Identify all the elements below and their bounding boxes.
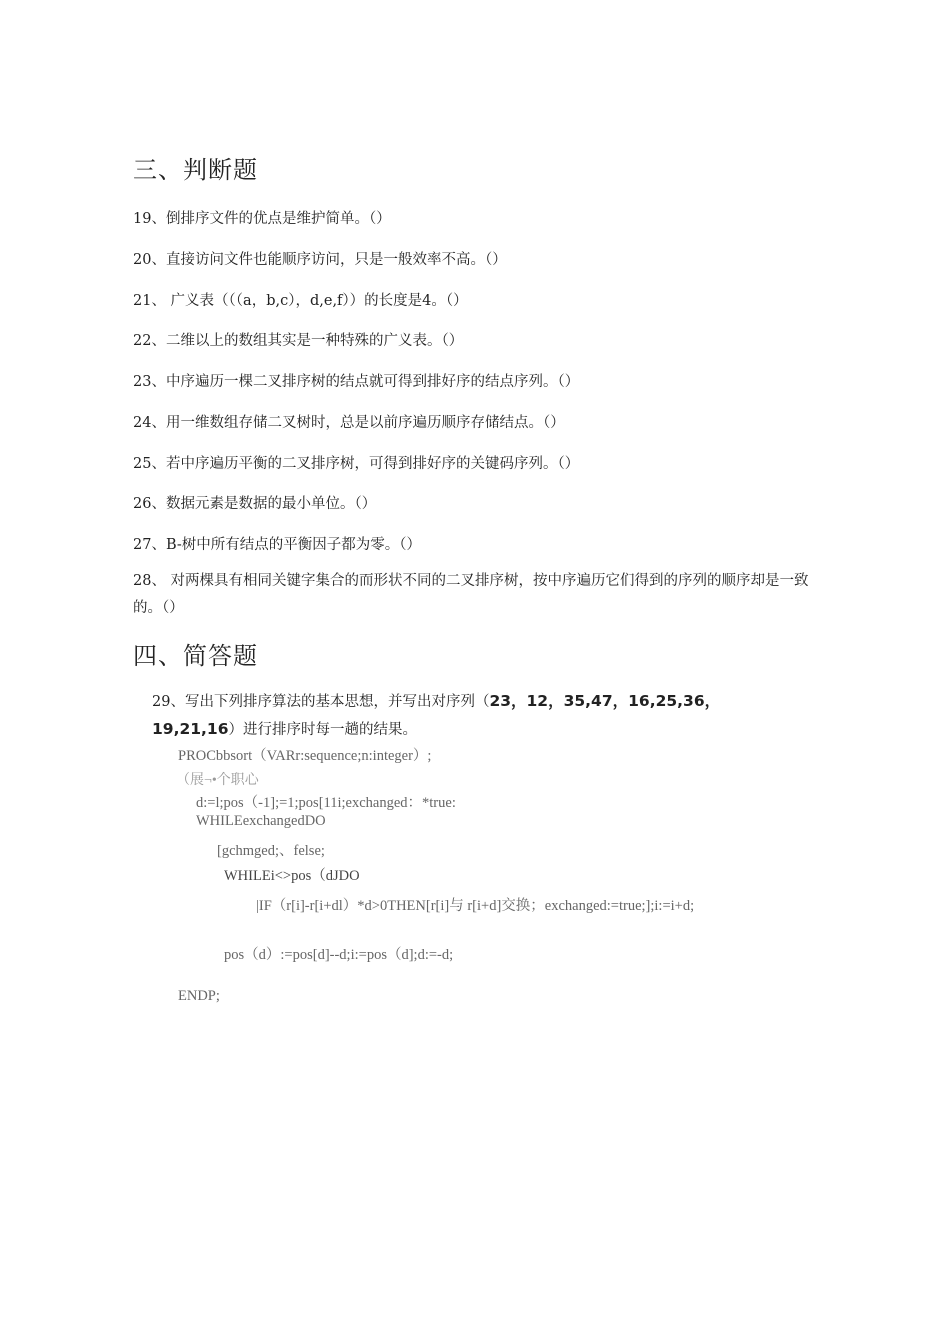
code-line-8: pos（d）:=pos[d]--d;i:=pos（d];d:=-d;	[224, 947, 454, 963]
code-line-7: |IF（r[i]-r[i+dl）*d>0THEN[r[i]与 r[i+d]交换；exchanged:=true;];i:=i+d;	[256, 898, 695, 914]
question-22: 22、二维以上的数组其实是一种特殊的广义表。（）	[133, 333, 464, 349]
question-29	[152, 688, 772, 744]
code-line-3: d:=l;pos（-1];=1;pos[11i;exchanged：*true:	[196, 795, 456, 811]
section-3-heading: 三、判断题	[133, 156, 258, 184]
question-23: 23、中序遍历一棵二叉排序树的结点就可得到排好序的结点序列。（）	[133, 374, 580, 390]
question-27: 27、B-树中所有结点的平衡因子都为零。（）	[133, 537, 422, 553]
code-line-1: PROCbbsort（VARr:sequence;n:integer）;	[178, 748, 432, 764]
code-line-9: ENDP;	[178, 988, 220, 1004]
question-29-suffix: ）进行排序时每一趟的结果。	[228, 722, 417, 738]
question-29-prefix: 29、写出下列排序算法的基本思想，并写出对序列（	[152, 694, 490, 710]
question-25: 25、若中序遍历平衡的二叉排序树，可得到排好序的关键码序列。（）	[133, 456, 580, 472]
question-19: 19、倒排序文件的优点是维护简单。（）	[133, 211, 391, 227]
question-29-sequence: 23，12，35,47，16,25,36，19,21,16	[152, 692, 721, 738]
code-line-5: [gchmged;、felse;	[217, 843, 325, 859]
question-20: 20、直接访问文件也能顺序访问，只是一般效率不高。（）	[133, 252, 507, 268]
code-line-4: WHILEexchangedDO	[196, 813, 326, 829]
question-21: 21、 广义表（（（a，b,c），d,e,f））的长度是4。（）	[133, 293, 468, 309]
code-line-6: WHILEi<>pos（dJDO	[224, 868, 360, 884]
question-24: 24、用一维数组存储二叉树时，总是以前序遍历顺序存储结点。（）	[133, 415, 565, 431]
code-line-2: （展¬•个职心	[176, 773, 259, 788]
question-28: 28、 对两棵具有相同关键字集合的而形状不同的二叉排序树，按中序遍历它们得到的序列的顺序却是一致的。（）	[133, 573, 809, 616]
section-4-heading: 四、简答题	[133, 642, 258, 670]
question-26: 26、数据元素是数据的最小单位。（）	[133, 496, 377, 512]
